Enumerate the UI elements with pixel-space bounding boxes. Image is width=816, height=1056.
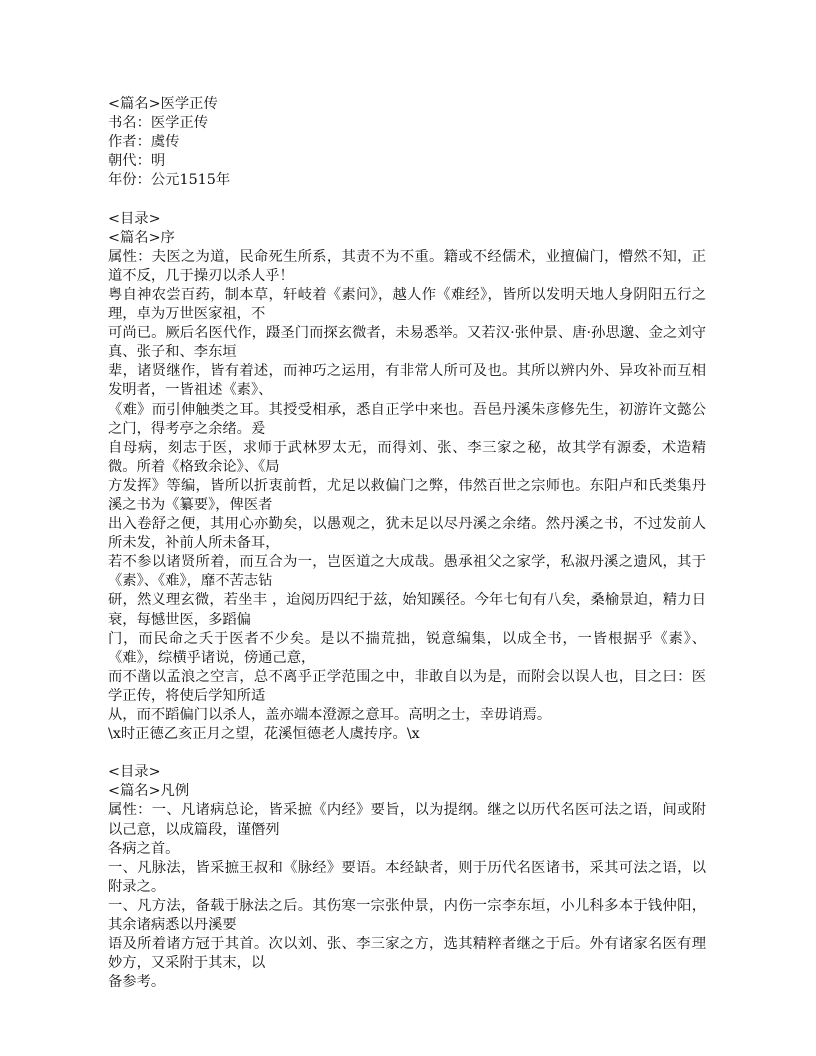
paragraph-line: 各病之首。 (108, 840, 180, 857)
section-title: <篇名>序 (108, 229, 175, 246)
document-body (108, 95, 706, 992)
section-title: <篇名>凡例 (108, 783, 190, 800)
paragraph-line: 辈，诸贤继作，皆有着述，而神巧之运用，有非常人所可及也。其所以辨内外、异攻补而互相发明者，一皆祖述《素》、 (108, 363, 706, 399)
year: 年份：公元1515年 (108, 172, 231, 189)
paragraph-line: 出入卷舒之便，其用心亦勤矣，以愚观之，犹未足以尽丹溪之余绪。然丹溪之书，不过发前人所未发，补前人所未备耳， (108, 516, 706, 552)
paragraph-line: 从，而不蹈偏门以杀人，盖亦端本澄源之意耳。高明之士，幸毋诮焉。 (108, 707, 552, 723)
paragraph-line: 方发挥》等编，皆所以折衷前哲，尤足以救偏门之弊，伟然百世之宗师也。东阳卢和氏类集丹溪之书为《纂要》，俾医者 (108, 477, 706, 513)
spacer (108, 190, 706, 209)
paragraph-line: 属性：一、凡诸病总论，皆采摭《内经》要旨，以为提纲。继之以历代名医可法之语，间或附以己意，以成篇段，谨僭列 (108, 802, 706, 838)
paragraph-line: 若不参以诸贤所着，而互合为一，岂医道之大成哉。愚承祖父之家学，私淑丹溪之遗风，其于《素》、《难》，靡不苦志钻 (108, 554, 706, 590)
paragraph-line: 粤自神农尝百药，制本草，轩岐着《素问》，越人作《难经》，皆所以发明天地人身阴阳五行之理，卓为万世医家祖，不 (108, 286, 706, 323)
paragraph-line: 一、凡方法，备载于脉法之后。其伤寒一宗张仲景，内伤一宗李东垣，小儿科多本于钱仲阳，其余诸病悉以丹溪要 (108, 897, 706, 934)
paragraph-line: 语及所着诸方冠于其首。次以刘、张、李三家之方，选其精粹者继之于后。外有诸家名医有理妙方，又采附于其末，以 (108, 936, 706, 972)
paragraph-line: 自母病，刻志于医，求师于武林罗太无，而得刘、张、李三家之秘，故其学有源委，术造精微。所着《格致余论》、《局 (108, 439, 706, 475)
paragraph-line: 可尚已。厥后名医代作，蹑圣门而探玄微者，未易悉举。又若汉·张仲景、唐·孙思邈、金之刘守真、张子和、李东垣 (108, 325, 706, 361)
paragraph-line: 《难》而引伸触类之耳。其授受相承，悉自正学中来也。吾邑丹溪朱彦修先生，初游许文懿公之门，得考亭之余绪。爰 (108, 401, 706, 437)
dynasty: 朝代：明 (108, 153, 166, 170)
book-name: 书名：医学正传 (108, 115, 209, 132)
paragraph-line: 备参考。 (108, 974, 166, 991)
author: 作者：虞传 (108, 134, 180, 151)
paragraph-line: 门，而民命之夭于医者不少矣。是以不揣荒拙，锐意编集，以成全书，一皆根据乎《素》、《难》，综横乎诸说，傍通己意， (108, 630, 706, 666)
section-catalog-label: <目录> (108, 210, 161, 227)
paragraph-line: 属性：夫医之为道，民命死生所系，其责不为不重。籍或不经儒术，业擅偏门，懵然不知，正道不反，几于操刃以杀人乎！ (108, 248, 706, 284)
paragraph-line: \x时正德乙亥正月之望，花溪恒德老人虞抟序。\x (108, 726, 420, 743)
section-catalog-label: <目录> (108, 764, 161, 781)
paragraph-line: 而不凿以孟浪之空言，总不离乎正学范围之中，非敢自以为是，而附会以误人也，目之曰：医学正传，将使后学知所适 (108, 668, 706, 704)
pian-title: <篇名>医学正传 (108, 96, 218, 112)
paragraph-line: 一、凡脉法，皆采摭王叔和《脉经》要语。本经缺者，则于历代名医诸书，采其可法之语，以附录之。 (108, 859, 706, 895)
paragraph-line: 研，然义理玄微，若坐丰 ，迨阅历四纪于兹，始知蹊径。今年七旬有八矣，桑榆景迫，精力日衰，每憾世医，多蹈偏 (108, 592, 706, 628)
spacer (108, 744, 706, 763)
